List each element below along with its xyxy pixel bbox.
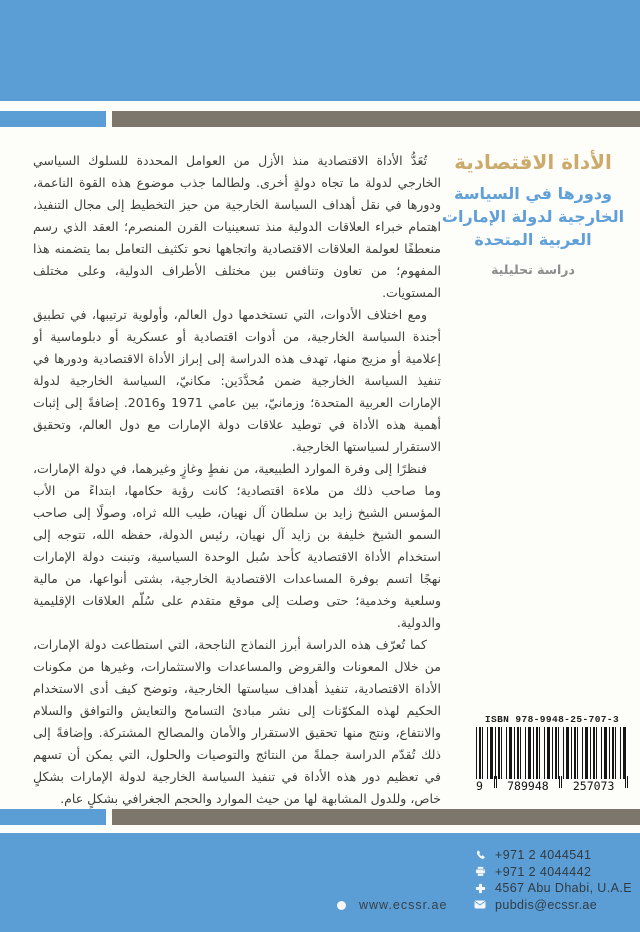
contact-row-email [474,897,632,914]
book-title: الأداة الاقتصادية [454,150,612,174]
barcode-guard [494,776,497,788]
email-icon [474,899,486,910]
isbn-digit-group: 9 [476,779,483,793]
isbn-block [473,714,631,793]
top-divider-stripe [0,111,640,127]
isbn-digit-group: 789948 [507,779,549,793]
cover-title-block [434,149,632,277]
barcode [476,727,628,779]
barcode-guard [625,776,628,788]
abstract-text [33,150,441,810]
study-type-label: دراسة تحليلية [491,262,575,277]
fax-number: +971 2 4044442 [495,864,592,879]
bottom-divider-stripe [0,809,640,825]
stripe-blue-segment [0,809,106,825]
pobox-icon [474,883,486,894]
isbn-label: ISBN 978-9948-25-707-3 [484,714,620,725]
abstract-paragraph: كما تُعرّف هذه الدراسة أبرز النماذج الناجحة، التي استطاعت دولة الإمارات، من خلال المعونات والقروض والمساعدات والاستثمارات، وغيرها من مكونات الأداة الاقتصادية، تنفيذ أهداف سياستها الخارجية، وتوضح كيف أدى الاستخدام الحكيم لهذه المكوّنات إلى نشر مبادئ التسامح والتعايش والتوافق والسلام والانتفاع، ونتج منها تحقيق الاستقرار والأمان والمصالح المشتركة. وإضافةً إلى ذلك تُقدّم الدراسة جملةً من النتائج والتوصيات والحلول، التي يمكن أن تسهم في تعظيم دور هذه الأداة في تنفيذ السياسة الخارجية لدولة الإمارات بشكلٍ خاص، وللدول المشابهة لها من حيث الموارد والحجم الجغرافي بشكلٍ عام. [33,637,441,806]
contact-block [474,847,632,913]
pobox-address: 4567 Abu Dhabi, U.A.E [495,881,632,896]
globe-icon [337,901,346,910]
phone-icon [474,850,486,861]
abstract-paragraph: تُعَدُّ الأداة الاقتصادية منذ الأزل من العوامل المحددة للسلوك السياسي الخارجي لدولة ما تجاه دولةٍ أخرى. ولطالما جذب موضوع هذه القوة الناعمة، ودورها في نقل أهداف السياسة الخارجية من حيز التخطيط إلى مجال التنفيذ، اهتمام خبراء العلاقات الدولية منذ تسعينيات القرن المنصرم؛ العقد الذي رسم منعطفًا لعولمة العلاقات الاقتصادية واتجاهها نحو تكثيف التعامل بما يتضمنه هذا المفهوم؛ من تعاون وتنافس بين مختلف الأطراف الدولية، وعلى مختلف المستويات. [33,153,441,300]
top-blue-band [0,0,640,101]
email-address: pubdis@ecssr.ae [495,897,598,912]
book-subtitle: ودورها في السياسة الخارجية لدولة الإمارات العربية المتحدة [441,184,625,249]
website-item [337,898,447,912]
stripe-gray-segment [112,809,640,825]
stripe-blue-segment [0,111,106,127]
isbn-digits [476,779,628,793]
fax-icon [474,866,486,877]
phone-number: +971 2 4044541 [495,848,592,863]
website-url: www.ecssr.ae [359,898,448,912]
contact-row-phone [474,847,632,864]
stripe-gray-segment [112,111,640,127]
contact-row-pobox [474,880,632,897]
isbn-digit-group: 257073 [572,779,615,793]
barcode-guard [559,776,562,788]
contact-row-fax [474,864,632,881]
abstract-paragraph: ومع اختلاف الأدوات، التي تستخدمها دول العالم، وأولوية ترتيبها، في تطبيق أجندة السياسة الخارجية، من أدوات اقتصادية أو عسكرية أو دبلوماسية أو إعلامية أو مزيج منها، تهدف هذه الدراسة إلى إبراز الأداة الاقتصادية ودورها في تنفيذ السياسة الخارجية ضمن مُحدَّدَين: مكانيّ، السياسة الخارجية لدولة الإمارات العربية المتحدة؛ وزمانيّ، بين عامي 1971 و2016. إضافةً إلى إثبات أهمية هذه الأداة في توطيد علاقات دولة الإمارات مع دول العالم، وتحقيق الاستقرار لسياستها الخارجية. [33,307,441,454]
abstract-paragraph: فنظرًا إلى وفرة الموارد الطبيعية، من نفطٍ وغازٍ وغيرهما، في دولة الإمارات، وما صاحب ذلك من ملاءة اقتصادية؛ كانت رؤية حكامها، ابتداءً من الأب المؤسس الشيخ زايد بن سلطان آل نهيان، طيب الله ثراه، وصولًا إلى صاحب السمو الشيخ خليفة بن زايد آل نهيان، رئيس الدولة، حفظه الله، تتوجه إلى استخدام الأداة الاقتصادية كأحد سُبل الوحدة السياسية، وتبنت دولة الإمارات نهجًا اتسم بوفرة المساعدات الاقتصادية الخارجية، بشتى أنواعها، من مالية وسلعية وخدمية؛ حتى وصلت إلى موقع متقدم على سُلّم العلاقات الإقليمية والدولية. [33,461,441,630]
